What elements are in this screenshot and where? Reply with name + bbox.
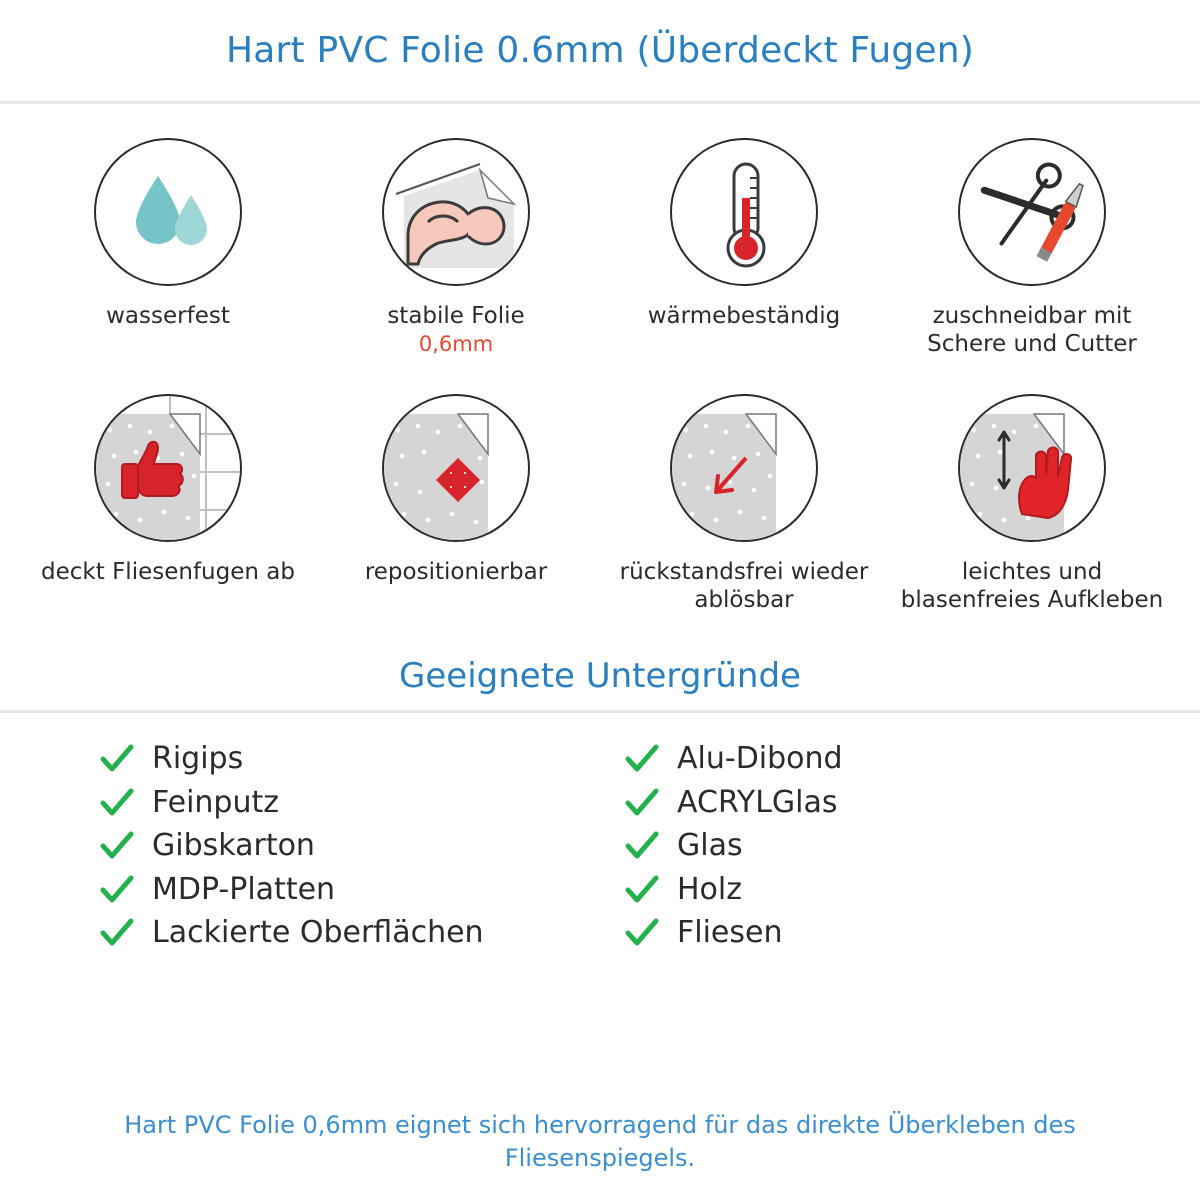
list-item [100, 739, 595, 780]
move-arrows-icon [382, 394, 530, 542]
feature-label: wärmebeständig [647, 303, 841, 329]
check-icon [625, 831, 659, 861]
feature-sublabel: 0,6mm [418, 332, 494, 357]
feature-item [312, 138, 600, 394]
list-item-label: Alu-Dibond [677, 741, 843, 776]
feature-label: stabile Folie [387, 303, 525, 329]
thumbs-up-tiles-icon [94, 394, 242, 542]
feature-item [312, 394, 600, 650]
list-item-label: Gibskarton [152, 828, 315, 863]
feature-label: zuschneidbar mit Schere und Cutter [927, 303, 1137, 358]
list-item-label: Feinputz [152, 784, 279, 820]
feature-grid [0, 104, 1200, 650]
list-item [625, 739, 1120, 780]
list-item-label: Fliesen [677, 915, 783, 950]
feature-item [24, 394, 312, 650]
section-title: Geeignete Untergründe [399, 656, 801, 696]
strong-arm-icon [382, 138, 530, 286]
check-icon [100, 875, 134, 905]
list-item [100, 870, 595, 911]
list-item [625, 826, 1120, 867]
peel-arrow-icon [670, 394, 818, 542]
check-icon [625, 744, 659, 774]
list-item-label: Lackierte Oberflächen [152, 915, 484, 950]
footer-note: Hart PVC Folie 0,6mm eignet sich hervorragend für das direkte Überkleben des Fliesenspiegels. [124, 1111, 1076, 1172]
water-drops-icon [94, 138, 242, 286]
check-icon [100, 831, 134, 861]
list-item-label: MDP-Platten [152, 871, 336, 907]
check-icon [100, 918, 134, 948]
feature-label: deckt Fliesenfugen ab [41, 559, 295, 585]
list-item [625, 913, 1120, 954]
check-icon [625, 788, 659, 818]
list-item-label: Glas [677, 828, 743, 863]
feature-item [888, 138, 1176, 394]
feature-label: repositionierbar [364, 559, 548, 585]
page-header [0, 0, 1200, 104]
list-item [100, 783, 595, 824]
list-item-label: Holz [677, 871, 742, 907]
list-item [625, 870, 1120, 911]
feature-item [888, 394, 1176, 650]
list-item [625, 783, 1120, 824]
list-item [100, 913, 595, 954]
check-icon [100, 788, 134, 818]
feature-item [600, 138, 888, 394]
feature-label: leichtes und blasenfreies Aufkleben [900, 559, 1164, 614]
hand-smooth-icon [958, 394, 1106, 542]
substrate-column-left [100, 739, 595, 954]
scissors-cutter-icon [958, 138, 1106, 286]
thermometer-icon [670, 138, 818, 286]
list-item-label: ACRYLGlas [677, 784, 838, 820]
check-icon [625, 875, 659, 905]
section-header [0, 656, 1200, 713]
page-title: Hart PVC Folie 0.6mm (Überdeckt Fugen) [225, 30, 975, 71]
substrate-column-right [625, 739, 1120, 954]
substrate-lists [0, 713, 1200, 954]
list-item [100, 826, 595, 867]
check-icon [625, 918, 659, 948]
feature-label: wasserfest [106, 303, 230, 329]
list-item-label: Rigips [152, 741, 244, 776]
feature-item [600, 394, 888, 650]
feature-label: rückstandsfrei wieder ablösbar [619, 559, 869, 614]
feature-item [24, 138, 312, 394]
check-icon [100, 744, 134, 774]
